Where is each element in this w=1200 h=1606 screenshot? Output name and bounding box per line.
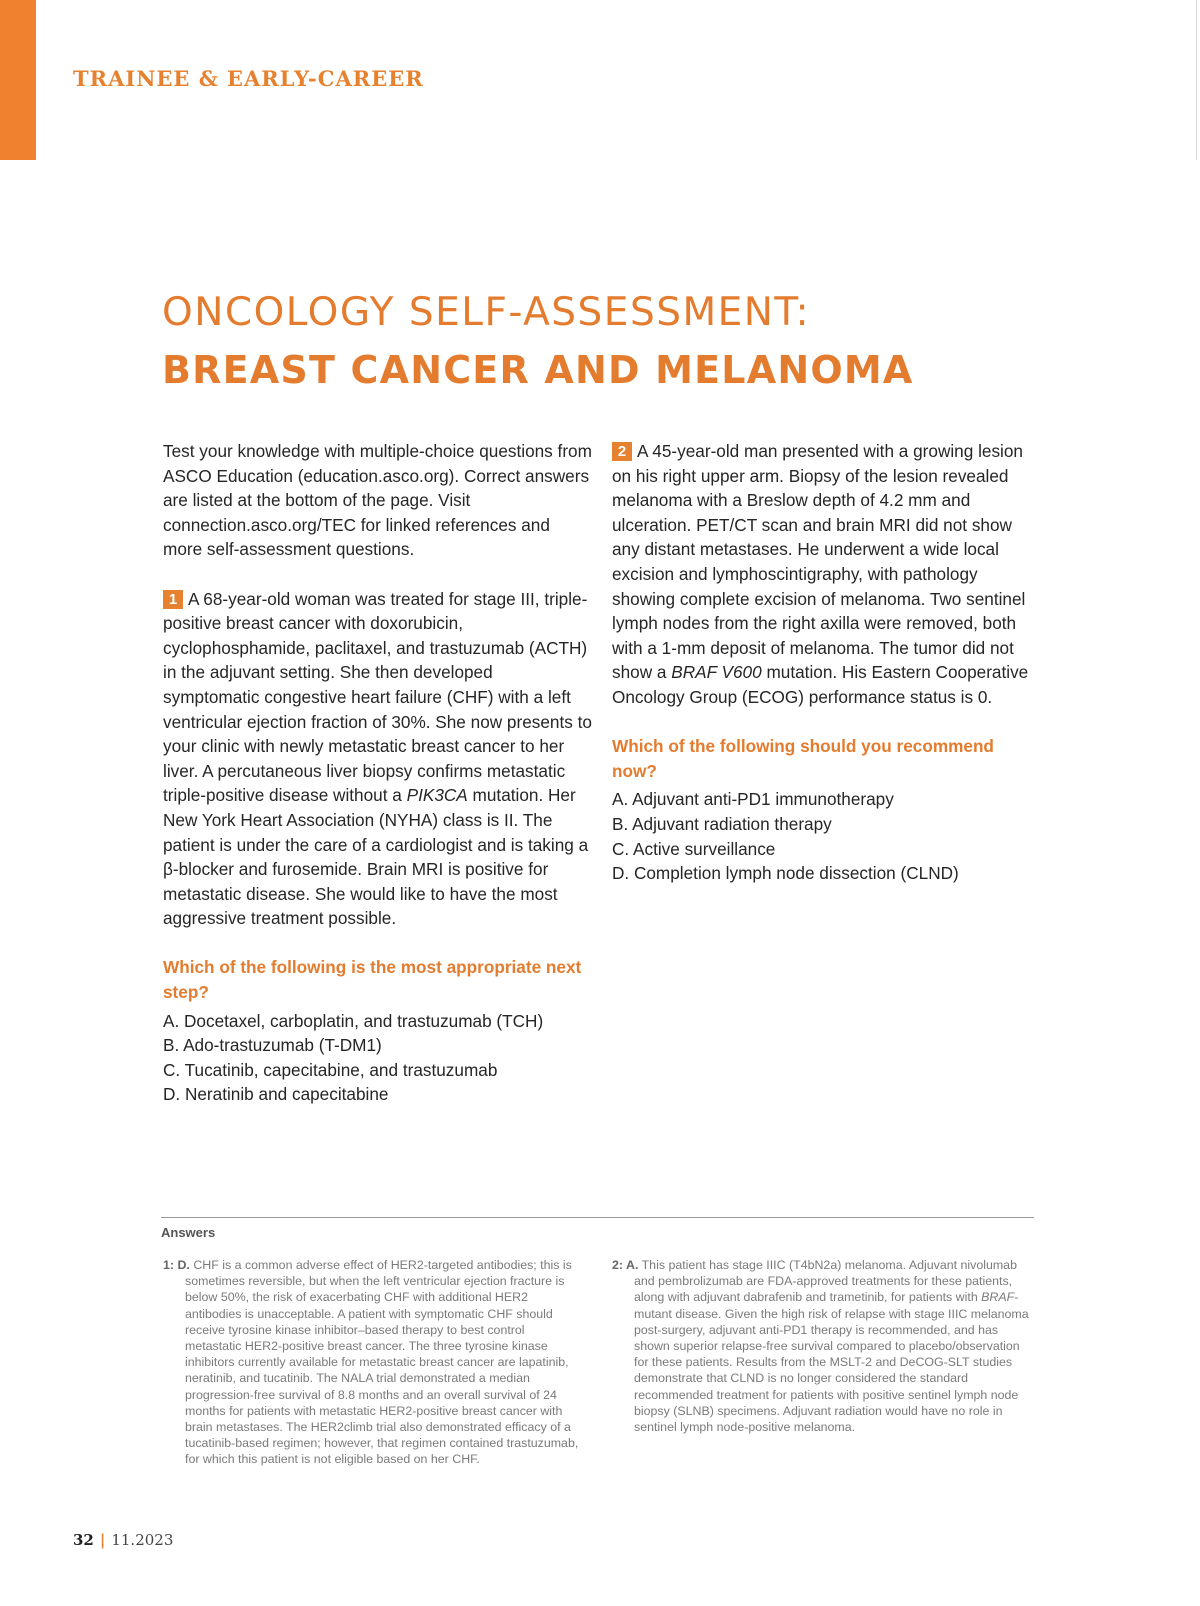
answers-divider xyxy=(161,1217,1034,1218)
issue-date: 11.2023 xyxy=(111,1531,174,1549)
question-2-options xyxy=(612,787,1042,885)
question-2-number-badge: 2 xyxy=(612,442,632,461)
question-1-number-badge: 1 xyxy=(163,590,183,609)
answer-2-explanation-part-a: This patient has stage IIIC (T4bN2a) melanoma. Adjuvant nivolumab and pembrolizumab are FDA-approved treatments for these patients, along with adjuvant dabrafenib and trametinib, for patients with xyxy=(634,1258,1017,1305)
page-title-line2: BREAST CANCER AND MELANOMA xyxy=(162,348,914,392)
question-2-stem xyxy=(612,439,1042,710)
orange-edge-tab xyxy=(0,0,36,160)
answer-1-key: 1: D. xyxy=(163,1258,190,1272)
question-2-prompt: Which of the following should you recommend now? xyxy=(612,736,994,781)
answers-heading: Answers xyxy=(161,1225,216,1240)
answer-2 xyxy=(612,1257,1032,1435)
question-2-stem-part-a: A 45-year-old man presented with a growing lesion on his right upper arm. Biopsy of the lesion revealed melanoma with a Breslow depth of 4.2 mm and ulceration. PET/CT scan and brain MRI did not show any distant metastases. He underwent a wide local excision and lymphoscintigraphy, with pathology showing complete excision of melanoma. Two sentinel lymph nodes from the right axilla were removed, both with a 1-mm deposit of melanoma. The tumor did not show a xyxy=(612,441,1026,683)
section-label: TRAINEE & EARLY-CAREER xyxy=(73,66,424,91)
left-column xyxy=(163,439,593,1107)
right-margin-rule xyxy=(1196,0,1197,160)
question-1-option-a: A. Docetaxel, carboplatin, and trastuzumab (TCH) xyxy=(163,1010,544,1031)
question-1-gene-name: PIK3CA xyxy=(406,785,468,806)
answer-2-explanation-part-b: -mutant disease. Given the high risk of relapse with stage IIIC melanoma post-surgery, adjuvant anti-PD1 therapy is recommended, and has shown superior relapse-free survival compared to placebo/observation for these patients. Results from the MSLT-2 and DeCOG-SLT studies demonstrate that CLND is no longer considered the standard recommended treatment for patients with positive sentinel lymph node biopsy (SLNB) specimens. Adjuvant radiation would have no role in sentinel lymph node-positive melanoma. xyxy=(634,1290,1029,1435)
page-title-line1: ONCOLOGY SELF-ASSESSMENT: xyxy=(162,290,811,335)
answer-1-body xyxy=(163,1257,583,1468)
answer-2-body xyxy=(612,1257,1032,1435)
question-2-option-c: C. Active surveillance xyxy=(612,838,776,859)
question-1-stem xyxy=(163,587,593,931)
question-2-stem-part-b: mutation. His Eastern Cooperative Oncology Group (ECOG) performance status is 0. xyxy=(612,662,1029,707)
answer-2-key: 2: A. xyxy=(612,1258,639,1272)
question-1-stem-part-b: mutation. Her New York Heart Association (NYHA) class is II. The patient is under the care of a cardiologist and is taking a β-blocker and furosemide. Brain MRI is positive for metastatic disease. She would like to have the most aggressive treatment possible. xyxy=(163,785,589,929)
page-footer xyxy=(73,1531,173,1549)
page-number: 32 xyxy=(73,1531,94,1549)
right-column xyxy=(612,439,1042,886)
question-1-option-b: B. Ado-trastuzumab (T-DM1) xyxy=(163,1035,382,1056)
question-2-option-a: A. Adjuvant anti-PD1 immunotherapy xyxy=(612,789,894,810)
answer-1 xyxy=(163,1257,583,1468)
question-1-stem-part-a: A 68-year-old woman was treated for stage III, triple-positive breast cancer with doxorubicin, cyclophosphamide, paclitaxel, and trastuzumab (ACTH) in the adjuvant setting. She then developed symptomatic congestive heart failure (CHF) with a left ventricular ejection fraction of 30%. She now presents to your clinic with newly metastatic breast cancer to her liver. A percutaneous liver biopsy confirms metastatic triple-positive disease without a xyxy=(163,588,592,806)
question-1-option-c: C. Tucatinib, capecitabine, and trastuzumab xyxy=(163,1059,498,1080)
question-2-option-d: D. Completion lymph node dissection (CLND) xyxy=(612,863,959,884)
question-2-gene-name: BRAF V600 xyxy=(671,662,762,683)
question-1-options xyxy=(163,1009,593,1107)
answer-2-gene-name: BRAF xyxy=(981,1290,1015,1305)
answer-1-explanation: CHF is a common adverse effect of HER2-targeted antibodies; this is sometimes reversible, but when the left ventricular ejection fracture is below 50%, the risk of exacerbating CHF with additional HER2 antibodies is unacceptable. A patient with symptomatic CHF should receive tyrosine kinase inhibitor–based therapy to best control metastatic HER2-positive breast cancer. The three tyrosine kinase inhibitors currently available for metastatic breast cancer are lapatinib, neratinib, and tucatinib. The NALA trial demonstrated a median progression-free survival of 8.8 months and an overall survival of 24 months for patients with metastatic HER2-positive breast cancer with brain metastases. The HER2climb trial also demonstrated efficacy of a tucatinib-based regimen; however, that regimen contained trastuzumab, for which this patient is not eligible based on her CHF. xyxy=(185,1258,579,1467)
intro-paragraph: Test your knowledge with multiple-choice questions from ASCO Education (education.asco.org). Correct answers are listed at the bottom of the page. Visit connection.asco.org/TEC for linked references and more self-assessment questions. xyxy=(163,441,592,560)
footer-separator: | xyxy=(99,1531,106,1549)
question-2-option-b: B. Adjuvant radiation therapy xyxy=(612,813,832,834)
question-1-option-d: D. Neratinib and capecitabine xyxy=(163,1084,389,1105)
question-1-prompt: Which of the following is the most appropriate next step? xyxy=(163,957,582,1003)
